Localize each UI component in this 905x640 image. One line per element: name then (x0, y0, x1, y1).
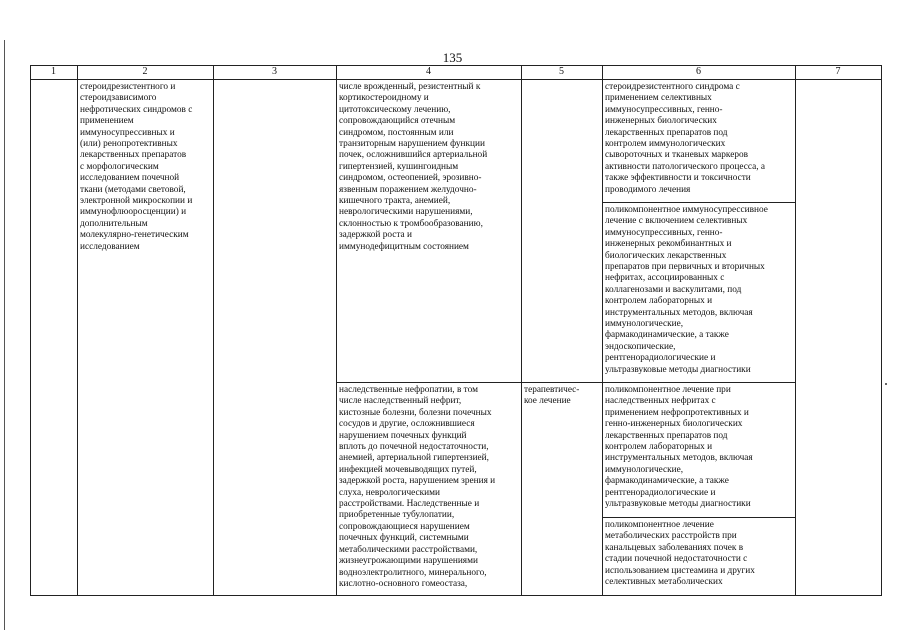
header-col-1: 1 (51, 66, 56, 77)
treatment-method-1: стероидрезистентного синдрома с применением селективных иммуносупрессивных, генно- инженерных биологических лекарственных препаратов под контролем иммунологических сывороточных и тканевых маркеров активности патологического процесса, а также эффективности и токсичности проводимого лечения (605, 82, 765, 195)
header-col-6: 6 (696, 66, 701, 77)
diagnosis-description-top: числе врожденный, резистентный к кортикостероидному и цитотоксическому лечению, сопровождающийся отечным синдромом, постоянным или транзиторным нарушением функции почек, осложнившийся артериальной гипертензией, кушингоидным синдромом, остеопенией, эрозивно- язвенным поражением желудочно- кишечного тракта, анемией, неврологическими нарушениями, склонностью к тромбообразованию, задержкой роста и иммунодефицитным состоянием (339, 82, 488, 252)
treatment-method-4: поликомпонентное лечение метаболических расстройств при канальцевых заболеваниях почек в стадии почечной недостаточности с использованием цистеамина и других селективных метаболических (605, 520, 755, 588)
medical-care-table (30, 65, 882, 596)
header-col-2: 2 (142, 66, 148, 77)
header-col-5: 5 (559, 66, 564, 77)
diagnosis-description-bottom: наследственные нефропатии, в том числе наследственный нефрит, кистозные болезни, болезни почечных сосудов и другие, осложнившиеся нарушением почечных функций вплоть до почечной недостаточности, анемией, артериальной гипертензией, инфекцией мочевыводящих путей, задержкой роста, нарушением зрения и слуха, неврологическими расстройствами. Наследственные и приобретенные тубулопатии, сопровождающиеся нарушением почечных функций, системными метаболическими расстройствами, жизнеугрожающими нарушениями водноэлектролитного, минерального, кислотно-основного гомеостаза, (339, 385, 496, 589)
treatment-type: терапевтичес- кое лечение (524, 385, 580, 407)
method-description: стероидрезистентного и стероидзависимого нефротических синдромов с применением иммуносупрессивных и (или) ренопротективных лекарственных препаратов с морфологическим исследованием почечной ткани (методами световой, электронной микроскопии и иммунофлюоросценции) и дополнительным молекулярно-генетическим исследованием (80, 82, 193, 252)
header-col-7: 7 (835, 66, 841, 77)
header-col-4: 4 (426, 66, 431, 77)
scan-speck (885, 383, 887, 385)
treatment-method-2: поликомпонентное иммуносупрессивное лечение с включением селективных иммуносупрессивных, генно- инженерных рекомбинантных и биологических лекарственных препаратов при первичных и вторичных нефритах, ассоциированных с коллагенозами и васкулитами, под контролем лабораторных и инструментальных методов, включая иммунологические, фармакодинамические, а также эндоскопические, рентгенорадиологические и ультразвуковые методы диагностики (605, 205, 768, 375)
page-number: 135 (442, 50, 463, 65)
header-col-3: 3 (272, 66, 277, 77)
page-edge-mark (4, 40, 5, 630)
treatment-method-3: поликомпонентное лечение при наследственных нефритах с применением нефропротективных и генно-инженерных биологических лекарственных препаратов под контролем лабораторных и инструментальных методов, включая иммунологические, фармакодинамические, а также рентгенорадиологические и ультразвуковые методы диагностики (605, 385, 753, 510)
